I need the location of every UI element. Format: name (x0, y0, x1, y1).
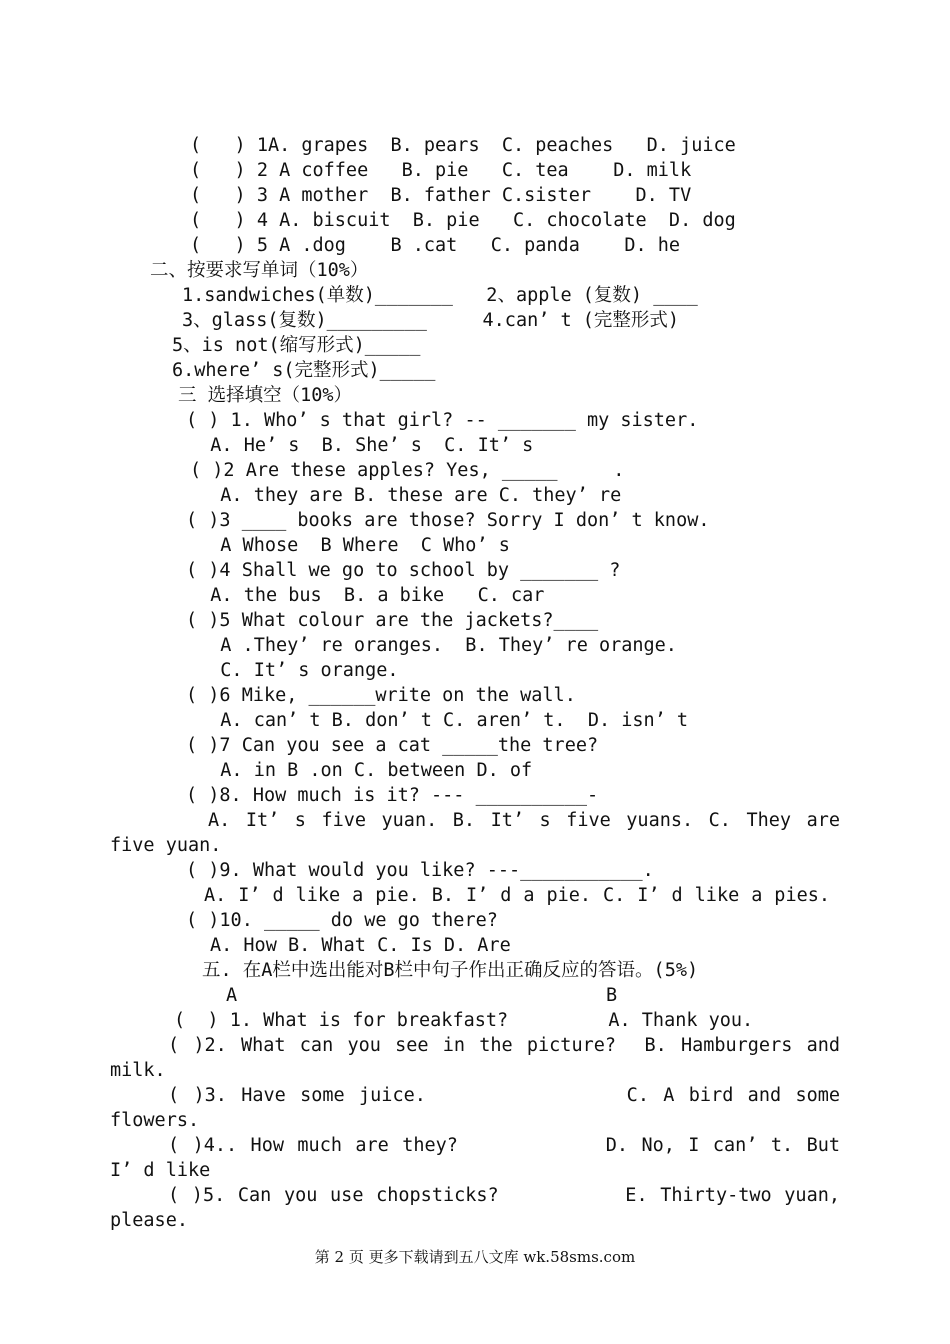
part3-q6-options: A. can’ t B. don’ t C. aren’ t. D. isn’ t (198, 710, 689, 731)
part3-q4-options: A. the bus B. a bike C. car (188, 585, 545, 606)
part5-item-2-cont: milk. (110, 1060, 166, 1081)
part2-line-2: 3、glass(复数)_________ 4.can’ t (完整形式) (182, 310, 680, 331)
part3-q5-options-c: C. It’ s orange. (198, 660, 399, 681)
page-footer: 第 2 页 更多下载请到五八文库 wk.58sms.com (314, 1248, 636, 1266)
part1-item-5: ( ) 5 A .dog B .cat C. panda D. he (190, 235, 681, 256)
part5-item-3-cont: flowers. (110, 1110, 200, 1131)
part3-q2-options: A. they are B. these are C. they’ re (198, 485, 622, 506)
part3-q3-options: A Whose B Where C Who’ s (198, 535, 510, 556)
part3-q2: ( )2 Are these apples? Yes, _____ . (190, 460, 625, 481)
part5-column-b-label: B (606, 985, 618, 1006)
part3-q5: ( )5 What colour are the jackets?____ (186, 610, 599, 631)
part3-q9-options: A. I’ d like a pie. B. I’ d a pie. C. I’ d like a pies. (204, 885, 830, 906)
part3-q5-options-ab: A .They’ re oranges. B. They’ re orange. (198, 635, 677, 656)
part3-q1: ( ) 1. Who’ s that girl? -- _______ my sister. (186, 410, 699, 431)
part3-q9: ( )9. What would you like? ---___________. (186, 860, 654, 881)
part3-q8-options-cont: five yuan. (110, 835, 222, 856)
part5-item-5-cont: please. (110, 1210, 188, 1231)
part2-line-4: 6.where’ s(完整形式)_____ (172, 360, 436, 381)
part5-column-a-label: A (226, 985, 238, 1006)
part5-item-4: ( )4.. How much are they? D. No, I can’ t. But (168, 1135, 840, 1156)
part3-q8-options: A. It’ s five yuan. B. It’ s five yuans. C. They are (208, 810, 840, 831)
part5-item-1: ( ) 1. What is for breakfast? A. Thank you. (174, 1010, 754, 1031)
part5-item-3: ( )3. Have some juice. C. A bird and some (168, 1085, 840, 1106)
part3-q10-options: A. How B. What C. Is D. Are (210, 935, 511, 956)
part3-q4: ( )4 Shall we go to school by _______ ? (186, 560, 621, 581)
part5-item-4-cont: I’ d like (110, 1160, 211, 1181)
part3-q6: ( )6 Mike, ______write on the wall. (186, 685, 576, 706)
part3-q7: ( )7 Can you see a cat _____the tree? (186, 735, 599, 756)
part5-item-5: ( )5. Can you use chopsticks? E. Thirty-two yuan, (168, 1185, 840, 1206)
part2-line-1: 1.sandwiches(单数)_______ 2、apple (复数) ____ (182, 285, 698, 306)
part2-heading: 二、按要求写单词（10%） (150, 260, 369, 281)
part3-heading: 三 选择填空（10%） (178, 385, 353, 406)
part1-item-2: ( ) 2 A coffee B. pie C. tea D. milk (190, 160, 692, 181)
part3-q7-options: A. in B .on C. between D. of (198, 760, 533, 781)
part3-q1-options: A. He’ s B. She’ s C. It’ s (188, 435, 534, 456)
part1-item-1: ( ) 1A. grapes B. pears C. peaches D. juice (190, 135, 736, 156)
part1-item-4: ( ) 4 A. biscuit B. pie C. chocolate D. dog (190, 210, 736, 231)
part5-item-2: ( )2. What can you see in the picture? B. Hamburgers and (168, 1035, 840, 1056)
part3-q10: ( )10. _____ do we go there? (186, 910, 498, 931)
part2-line-3: 5、is not(缩写形式)_____ (172, 335, 421, 356)
part3-q8: ( )8. How much is it? --- __________- (186, 785, 599, 806)
part5-heading: 五. 在A栏中选出能对B栏中句子作出正确反应的答语。(5%) (202, 960, 699, 981)
part3-q3: ( )3 ____ books are those? Sorry I don’ t know. (186, 510, 710, 531)
part1-item-3: ( ) 3 A mother B. father C.sister D. TV (190, 185, 692, 206)
